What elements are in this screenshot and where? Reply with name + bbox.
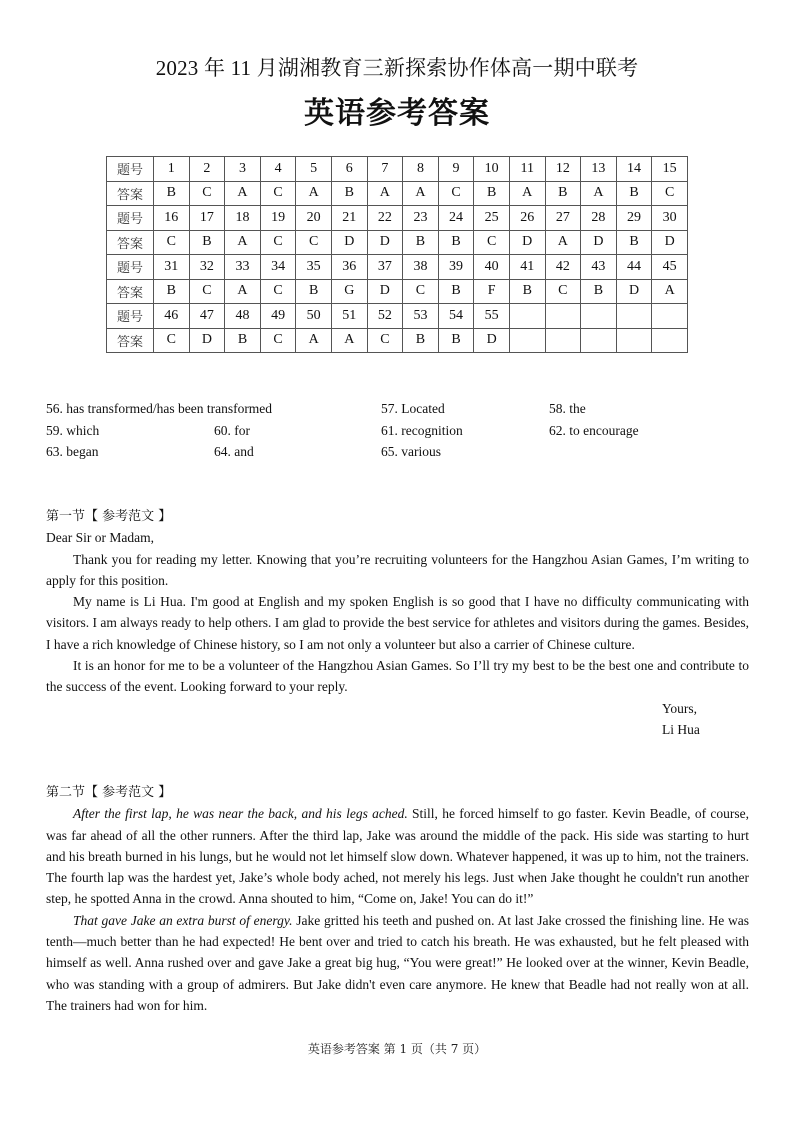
question-number-cell: 19	[260, 206, 296, 231]
answer-cell: C	[189, 279, 225, 304]
question-number-cell: 39	[438, 255, 474, 280]
letter-paragraph: It is an honor for me to be a volunteer of the Hangzhou Asian Games. So I’ll try my best to be the best one and contribute to the success of the event. Looking forward to your reply.	[46, 658, 749, 695]
question-number-cell: 14	[616, 157, 652, 182]
answer-cell: B	[331, 181, 367, 206]
question-number-cell: 45	[652, 255, 688, 280]
answer-row	[107, 181, 688, 206]
question-number-row	[107, 255, 688, 280]
question-number-cell: 40	[474, 255, 510, 280]
question-number-cell: 26	[509, 206, 545, 231]
question-number-cell: 24	[438, 206, 474, 231]
row-label: 答案	[107, 328, 154, 353]
question-number-cell: 29	[616, 206, 652, 231]
fill-in-answer: 58. the	[549, 401, 586, 416]
question-number-row	[107, 206, 688, 231]
answer-cell: B	[581, 279, 617, 304]
question-number-cell: 9	[438, 157, 474, 182]
page-footer: 英语参考答案 第 1 页（共 7 页）	[307, 1042, 487, 1056]
question-number-cell: 1	[154, 157, 190, 182]
question-number-cell: 38	[403, 255, 439, 280]
question-number-cell: 48	[225, 304, 261, 329]
answer-cell: A	[509, 181, 545, 206]
answer-cell	[652, 328, 688, 353]
answer-cell: D	[581, 230, 617, 255]
paragraph-body: Still, he forced himself to go faster. Kevin Beadle, of course, was far ahead of all the other runners. After the third lap, Jake was around the middle of the pack. His side was starting to hurt and his breath burned in his lungs, but he would not let himself slow down. Whatever happened, it was up to him, not the trainers. The fourth lap was the hardest yet, Jake’s whole body ached, not merely his legs. Just when Jake thought he couldn't run another step, he spotted Anna in the crowd. Anna shouted to him, “Come on, Jake! You can do it!”	[46, 806, 749, 907]
question-number-cell: 54	[438, 304, 474, 329]
answer-cell: D	[509, 230, 545, 255]
answer-cell: C	[438, 181, 474, 206]
question-number-cell	[616, 304, 652, 329]
question-number-cell: 52	[367, 304, 403, 329]
answer-cell: D	[367, 230, 403, 255]
answer-cell: A	[545, 230, 581, 255]
row-label: 题号	[107, 206, 154, 231]
answer-cell: C	[652, 181, 688, 206]
answer-cell: B	[438, 230, 474, 255]
answer-cell: B	[545, 181, 581, 206]
letter-paragraph: Thank you for reading my letter. Knowing that you’re recruiting volunteers for the Hangzhou Asian Games, I’m writing to apply for this position.	[46, 551, 749, 588]
answer-cell: B	[438, 328, 474, 353]
answer-cell: B	[403, 230, 439, 255]
question-number-cell: 15	[652, 157, 688, 182]
question-number-cell	[652, 304, 688, 329]
answer-cell: C	[545, 279, 581, 304]
row-label: 题号	[107, 157, 154, 182]
question-number-cell: 31	[154, 255, 190, 280]
answer-cell: A	[581, 181, 617, 206]
question-number-cell: 3	[225, 157, 261, 182]
fill-in-row	[46, 420, 766, 442]
row-label: 答案	[107, 230, 154, 255]
answer-cell: B	[296, 279, 332, 304]
question-number-cell: 22	[367, 206, 403, 231]
answer-cell: C	[367, 328, 403, 353]
answer-cell: C	[154, 230, 190, 255]
letter-salutation: Dear Sir or Madam,	[46, 530, 154, 546]
section-1-model-essay	[46, 506, 749, 740]
question-number-row	[107, 304, 688, 329]
question-number-cell: 20	[296, 206, 332, 231]
question-number-cell	[581, 304, 617, 329]
answer-row	[107, 328, 688, 353]
answer-cell	[509, 328, 545, 353]
question-number-cell: 33	[225, 255, 261, 280]
question-number-cell: 36	[331, 255, 367, 280]
letter-paragraph: My name is Li Hua. I'm good at English and my spoken English is so good that I have no difficulty communicating with visitors. I am always ready to help others. I am glad to provide the best service for athletes and visitors during the games. Besides, I have a rich knowledge of Chinese history, so I am not only a volunteer but also a carrier of Chinese culture.	[46, 594, 749, 652]
answer-cell: C	[154, 328, 190, 353]
document-title: 英语参考答案	[304, 96, 490, 131]
question-number-cell: 35	[296, 255, 332, 280]
question-number-cell: 2	[189, 157, 225, 182]
answer-cell: F	[474, 279, 510, 304]
answer-cell: D	[367, 279, 403, 304]
answer-key-table	[106, 156, 688, 353]
row-label: 答案	[107, 181, 154, 206]
answer-cell: B	[189, 230, 225, 255]
section-2-model-essay	[46, 782, 749, 1016]
answer-cell: C	[260, 328, 296, 353]
answer-cell: B	[403, 328, 439, 353]
question-number-cell: 4	[260, 157, 296, 182]
answer-cell: A	[652, 279, 688, 304]
answer-row	[107, 230, 688, 255]
answer-cell: C	[260, 279, 296, 304]
question-number-cell: 21	[331, 206, 367, 231]
question-number-cell: 50	[296, 304, 332, 329]
question-number-cell: 49	[260, 304, 296, 329]
story-paragraph	[46, 803, 749, 909]
answer-cell: A	[296, 181, 332, 206]
fill-in-answer: 57. Located	[381, 401, 445, 416]
question-number-cell: 12	[545, 157, 581, 182]
answer-cell: A	[367, 181, 403, 206]
question-number-cell: 23	[403, 206, 439, 231]
answer-cell: B	[616, 181, 652, 206]
question-number-cell	[509, 304, 545, 329]
answer-cell: B	[225, 328, 261, 353]
answer-cell: A	[403, 181, 439, 206]
given-opening-sentence: After the first lap, he was near the back, and his legs ached.	[73, 806, 408, 822]
fill-in-row	[46, 441, 766, 463]
question-number-cell: 41	[509, 255, 545, 280]
answer-cell: C	[296, 230, 332, 255]
question-number-cell: 37	[367, 255, 403, 280]
fill-in-answer: 61. recognition	[381, 422, 463, 438]
question-number-cell: 28	[581, 206, 617, 231]
answer-row	[107, 279, 688, 304]
question-number-cell: 55	[474, 304, 510, 329]
question-number-cell: 8	[403, 157, 439, 182]
story-paragraph	[46, 910, 749, 1016]
question-number-cell: 11	[509, 157, 545, 182]
fill-in-answer: 56. has transformed/has been transformed	[46, 401, 273, 416]
question-number-cell: 43	[581, 255, 617, 280]
answer-cell: A	[331, 328, 367, 353]
question-number-cell: 16	[154, 206, 190, 231]
question-number-cell: 53	[403, 304, 439, 329]
question-number-cell: 17	[189, 206, 225, 231]
question-number-cell: 34	[260, 255, 296, 280]
answer-cell: A	[225, 230, 261, 255]
answer-cell: B	[616, 230, 652, 255]
question-number-cell	[545, 304, 581, 329]
answer-cell: D	[474, 328, 510, 353]
answer-cell: C	[260, 181, 296, 206]
question-number-cell: 7	[367, 157, 403, 182]
answer-cell	[581, 328, 617, 353]
answer-cell	[616, 328, 652, 353]
answer-cell: B	[154, 279, 190, 304]
question-number-cell: 5	[296, 157, 332, 182]
question-number-cell: 18	[225, 206, 261, 231]
section-2-heading: 第二节【 参考范文 】	[46, 785, 172, 800]
exam-title: 2023 年 11 月湖湘教育三新探索协作体高一期中联考	[155, 56, 639, 80]
letter-signature: Li Hua	[662, 721, 700, 737]
question-number-cell: 51	[331, 304, 367, 329]
question-number-cell: 46	[154, 304, 190, 329]
question-number-cell: 27	[545, 206, 581, 231]
question-number-row	[107, 157, 688, 182]
row-label: 答案	[107, 279, 154, 304]
fill-in-answer: 65. various	[381, 444, 441, 459]
question-number-cell: 6	[331, 157, 367, 182]
question-number-cell: 25	[474, 206, 510, 231]
row-label: 题号	[107, 304, 154, 329]
answer-cell: A	[225, 181, 261, 206]
answer-cell: C	[474, 230, 510, 255]
fill-in-answer: 62. to encourage	[549, 422, 639, 438]
answer-cell: D	[616, 279, 652, 304]
answer-cell: C	[403, 279, 439, 304]
fill-in-row	[46, 398, 766, 420]
question-number-cell: 13	[581, 157, 617, 182]
fill-in-answer: 59. which	[46, 422, 100, 438]
fill-in-answer: 64. and	[214, 444, 254, 459]
answer-cell: B	[474, 181, 510, 206]
answer-cell: A	[296, 328, 332, 353]
question-number-cell: 44	[616, 255, 652, 280]
answer-cell: D	[189, 328, 225, 353]
answer-cell: D	[652, 230, 688, 255]
answer-cell	[545, 328, 581, 353]
answer-cell: A	[225, 279, 261, 304]
answer-cell: B	[509, 279, 545, 304]
answer-cell: G	[331, 279, 367, 304]
answer-cell: C	[260, 230, 296, 255]
answer-cell: B	[438, 279, 474, 304]
paragraph-body: Jake gritted his teeth and pushed on. At last Jake crossed the finishing line. He was tenth—much better than he had expected! He bent over and tried to catch his breath. He was exhausted, but he felt pleased with himself as well. Anna rushed over and gave Jake a great big hug, “You were great!” He looked over at the winner, Kevin Beadle, who was standing with a group of admirers. But Jake didn't even care anymore. He knew that Beadle had not really won at all. The trainers had won for him.	[46, 912, 750, 1013]
answer-cell: D	[331, 230, 367, 255]
row-label: 题号	[107, 255, 154, 280]
section-1-heading: 第一节【 参考范文 】	[46, 509, 172, 524]
question-number-cell: 32	[189, 255, 225, 280]
answer-cell: B	[154, 181, 190, 206]
question-number-cell: 30	[652, 206, 688, 231]
question-number-cell: 47	[189, 304, 225, 329]
fill-in-answer: 63. began	[46, 444, 99, 459]
fill-in-answers	[46, 398, 766, 463]
letter-closing: Yours,	[662, 700, 698, 716]
question-number-cell: 10	[474, 157, 510, 182]
fill-in-answer: 60. for	[214, 422, 250, 438]
given-opening-sentence: That gave Jake an extra burst of energy.	[73, 912, 293, 928]
answer-cell: C	[189, 181, 225, 206]
question-number-cell: 42	[545, 255, 581, 280]
